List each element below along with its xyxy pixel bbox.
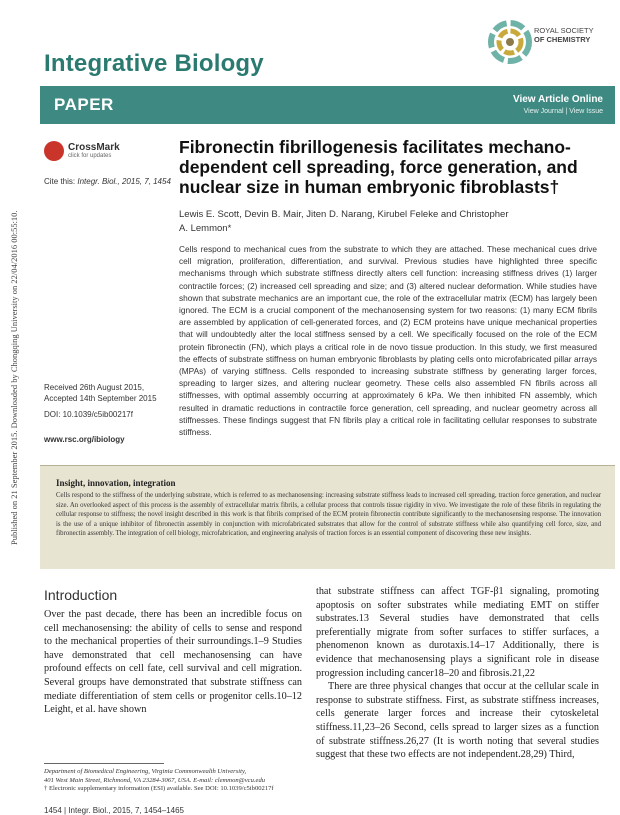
publisher-logo-line: ROYAL SOCIETY [534,26,594,35]
crossmark-sub: click for updates [68,153,112,159]
view-article-online-link[interactable]: View Article Online [512,94,603,105]
footnote-line: Department of Biomedical Engineering, Virginia Commonwealth University, [44,768,247,775]
insight-box [40,465,615,569]
cite-label: Cite this: [44,177,76,186]
doi[interactable]: DOI: 10.1039/c5ib00217f [44,410,133,419]
view-journal-issue-links[interactable]: View Journal | View Issue [523,108,603,115]
body-paragraph: that substrate stiffness can affect TGF-β1 signaling, promoting apoptosis on softer substrates while mediating EMT on stiffer substrates.13 Several studies have demonstrated that cells preferentially migrate from softer surfaces to stiffer surfaces, a phenomenon known as durotaxis.14–17 Additionally, there is evidence that mechanosensing plays a significant role in disease progression including cancer18–20 and fibrosis.21,22 [316,586,599,679]
footnote-divider [44,763,164,764]
body-column-left: Over the past decade, there has been an incredible focus on cell mechanosensing: the ability of cells to sense and respond to the mechanical properties of their surroundings.1–9 Studies have demonstrated that cell mechanosensing can have profound effects on cell fate, cell survival and cell migration. Several groups have demonstrated that substrate stiffness can mediate differentiation of stem cells or progenitor cells.10–12 Leight, et al. have shown [44,609,302,716]
publisher-logo-line: OF CHEMISTRY [534,35,591,44]
article-type: PAPER [54,95,114,114]
cite-value: Integr. Biol., 2015, 7, 1454 [77,177,171,186]
publication-side-note: Published on 21 September 2015. Downloaded by Chongqing University on 22/04/2016 00:55:10. [9,210,19,545]
dates-block [44,382,157,445]
footnote-line: † Electronic supplementary information (ESI) available. See DOI: 10.1039/c5ib00217f [44,785,274,793]
insight-body: Cells respond to the stiffness of the underlying substrate, which is referred to as mechanosensing: increasing substrate stiffness leads to increased cell spreading, traction force generation, and nuclear size. An overlooked aspect of this process is the assembly of extracellular matrix fibrils, a cellular process that controls tissue rigidity in vivo. We investigate the role of these fibrils in regulating the cellular response to stiffness; the novel insight described in this work is that fibrils comprised of the ECM protein fibronectin contribute significantly to the mechanosensing response. The innovation is the use of a unique inhibitor of fibronectin assembly in conjunction with microfabricated substrates that allow for the control of substrate stiffness while also quantifying cell force, size, and fibronectin assembly. The integration of cell biology, microfabrication, and engineering analysis of traction forces is an essential component of discovering these new insights. [56,492,601,538]
crossmark-label: CrossMark [68,142,120,153]
journal-url[interactable]: www.rsc.org/ibiology [44,435,125,444]
affiliation-footnote [44,768,304,794]
citation-block [44,176,171,187]
publisher-emblem-icon [488,14,532,70]
received-date: Received 26th August 2015, [44,383,145,392]
article-title: Fibronectin fibrillogenesis facilitates mechano-dependent cell spreading, force generation, and nuclear size in human embryonic fibroblasts† [179,137,578,197]
accepted-date: Accepted 14th September 2015 [44,394,157,403]
publisher-logo-text [534,26,594,44]
journal-name[interactable]: Integrative Biology [44,50,264,77]
footnote-line: 401 West Main Street, Richmond, VA 23284-3067, USA. E-mail: clemmon@vcu.edu [44,776,266,784]
insight-heading: Insight, innovation, integration [56,478,176,488]
page-footer: 1454 | Integr. Biol., 2015, 7, 1454–1465 [44,806,184,815]
article-type-band [40,86,615,124]
body-column-right [316,585,599,762]
author-list: Lewis E. Scott, Devin B. Mair, Jiten D. Narang, Kirubel Feleke and Christopher A. Lemmon* [179,209,509,234]
crossmark-icon [44,141,64,161]
body-paragraph: There are three physical changes that occur at the cellular scale in response to substrate stiffness. First, as substrate stiffness increases, cells generate larger forces and increase their cytoskeletal stiffness.11,23–26 Second, cells spread to larger sizes as a function of substrate stiffness.26,27 (It is worth noting that several studies suggest that these two effects are not independent.28,29) Third, [316,681,599,761]
publisher-logo[interactable] [488,12,616,72]
section-heading-introduction: Introduction [44,587,118,603]
abstract: Cells respond to mechanical cues from the substrate to which they are attached. These mechanical cues drive cell migration, proliferation, differentiation, and survival. Previous studies have highlighted three specific mechanisms through which substrate stiffness directly alters cell function: increasing stiffness drives (1) larger contractile forces; (2) increased cell spreading and size; and (3) altered nuclear deformation. While studies have shown that substrate mechanics are an important cue, the role of the extracellular matrix (ECM) has largely been ignored. The ECM is a crucial component of the mechanosensing system for two reasons: (1) many ECM fibrils are assembled by application of cell-generated forces, and (2) ECM proteins have unique mechanical properties that will undoubtedly alter the local stiffness sensed by a cell. We specifically focused on the role of the ECM protein fibronectin (FN), which plays a critical role in de novo tissue production. In this study, we first measured the effects of substrate stiffness on human embryonic fibroblasts by plating cells onto microfabricated pillar arrays (MPAs) of varying stiffness. Cells responded to increasing substrate stiffness by generating larger forces, spreading to larger sizes, and altering nuclear geometry. These cells also assembled FN fibrils across all stiffnesses, with optimal assembly occurring at approximately 6 kPa. We then inhibited FN assembly, which resulted in dramatic reductions in contractile force generation, cell spreading, and nuclear geometry across all stiffnesses. These findings suggest that FN fibrils play a critical role in facilitating cellular responses to substrate stiffness. [179,244,597,438]
crossmark-badge[interactable] [44,140,154,162]
